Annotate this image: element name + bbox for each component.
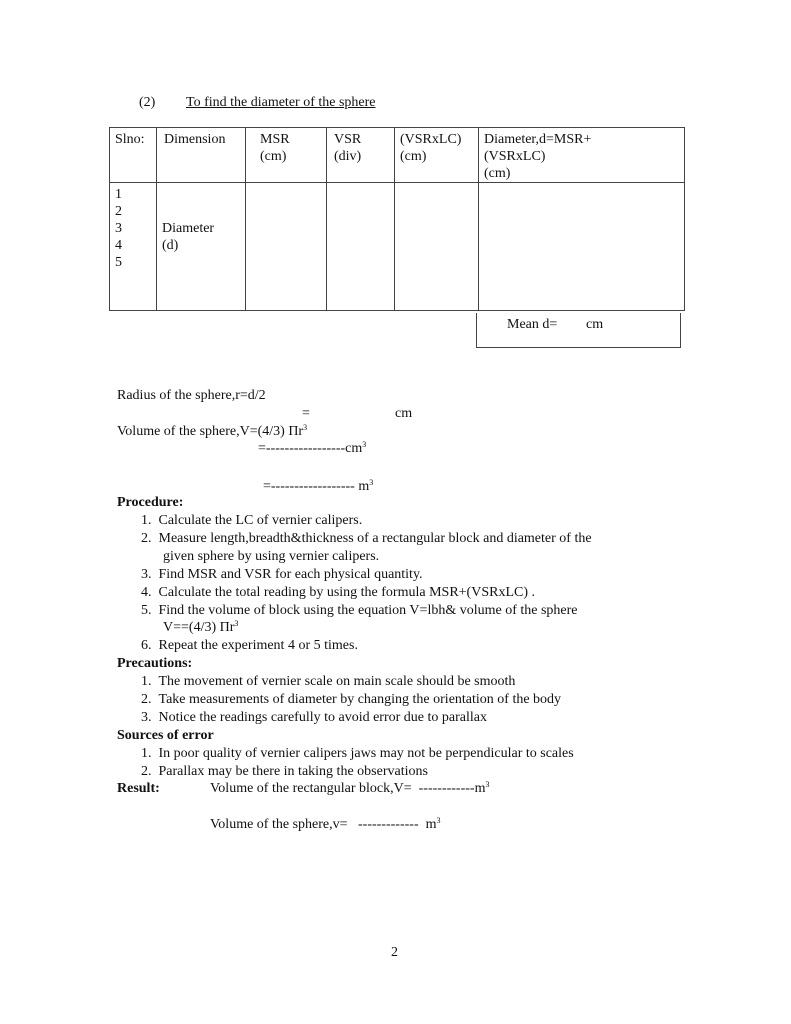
header-msr: MSR (cm) [246, 128, 327, 183]
volume-line: Volume of the sphere,V=(4/3) $\Pi r^3$ [117, 423, 308, 439]
result-sphere: Volume of the sphere,v= ------------- $m^3$ [210, 816, 441, 832]
cell-vsrxlc [395, 183, 479, 311]
procedure-item: 6. Repeat the experiment 4 or 5 times. [141, 638, 358, 653]
procedure-heading: Procedure: [117, 495, 184, 510]
volume-m: =------------------ $m^3$ [263, 478, 374, 494]
header-dimension: Dimension [157, 128, 246, 183]
diameter-table [109, 127, 685, 311]
precaution-item: 3. Notice the readings carefully to avoid error due to parallax [141, 710, 487, 725]
radius-unit: cm [395, 406, 413, 421]
section-title: To find the diameter of the sphere [186, 95, 376, 110]
sources-heading: Sources of error [117, 728, 214, 743]
cell-dimension: Diameter (d) [157, 183, 246, 311]
radius-equals: = [302, 406, 310, 421]
source-item: 1. In poor quality of vernier calipers jaws may not be perpendicular to scales [141, 746, 574, 761]
precaution-item: 1. The movement of vernier scale on main scale should be smooth [141, 674, 516, 689]
section-number: (2) [139, 95, 156, 110]
header-slno: Slno: [110, 128, 157, 183]
procedure-item: 1. Calculate the LC of vernier calipers. [141, 513, 363, 528]
header-vsr: VSR (div) [327, 128, 395, 183]
precautions-heading: Precautions: [117, 656, 193, 671]
mean-unit: cm [586, 317, 604, 332]
procedure-item: 4. Calculate the total reading by using the formula MSR+(VSRxLC) . [141, 585, 536, 600]
mean-label: Mean d= [507, 317, 558, 332]
cell-msr [246, 183, 327, 311]
header-vsrxlc: (VSRxLC) (cm) [395, 128, 479, 183]
result-block: Volume of the rectangular block,V= $------------m^3$ [210, 780, 490, 796]
cell-slno: 1 2 3 4 5 [110, 183, 157, 311]
header-diameter: Diameter,d=MSR+ (VSRxLC) (cm) [479, 128, 685, 183]
mean-box [476, 313, 681, 348]
table-row [110, 183, 685, 311]
table-header-row [110, 128, 685, 183]
procedure-item-formula: V==(4/3) $\Pi r^3$ [163, 619, 239, 635]
result-heading: Result: [117, 781, 160, 796]
procedure-item: 3. Find MSR and VSR for each physical quantity. [141, 567, 423, 582]
radius-line: Radius of the sphere,r=d/2 [117, 388, 266, 403]
procedure-item: 5. Find the volume of block using the equation V=lbh& volume of the sphere [141, 603, 578, 618]
precaution-item: 2. Take measurements of diameter by changing the orientation of the body [141, 692, 562, 707]
procedure-item: given sphere by using vernier calipers. [163, 549, 380, 564]
volume-cm: $=-----------------cm^3$ [258, 440, 367, 456]
cell-diameter [479, 183, 685, 311]
page-number: 2 [391, 945, 398, 960]
procedure-item: 2. Measure length,breadth&thickness of a rectangular block and diameter of the [141, 531, 592, 546]
source-item: 2. Parallax may be there in taking the observations [141, 764, 428, 779]
cell-vsr [327, 183, 395, 311]
